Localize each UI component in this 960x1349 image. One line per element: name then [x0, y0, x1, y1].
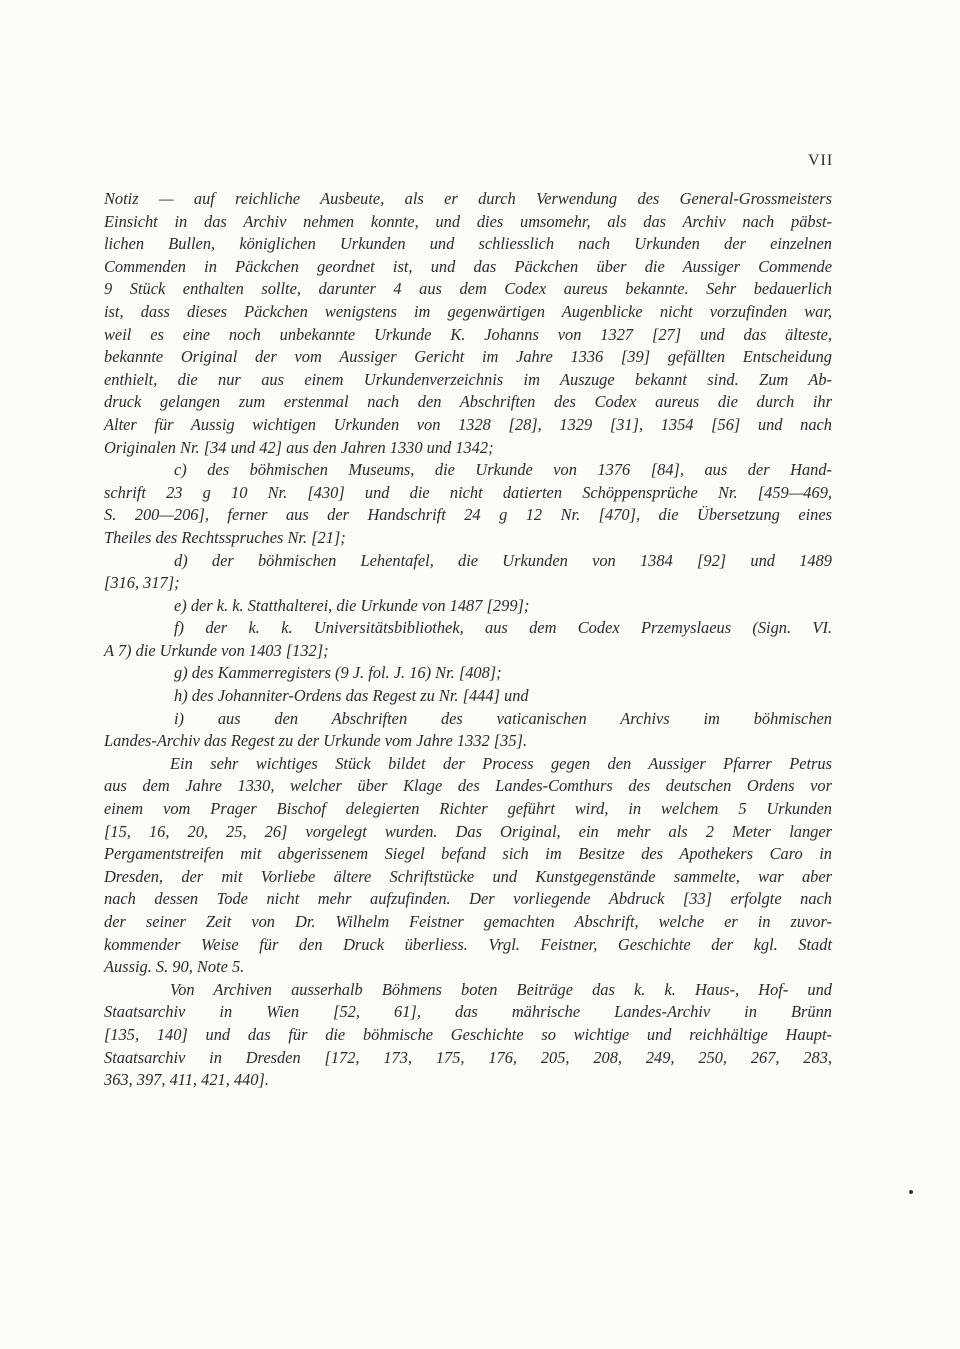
ink-speck	[909, 1190, 913, 1194]
text-line: S. 200—206], ferner aus der Handschrift 24 g 12 Nr. [470], die Übersetzung eines	[104, 505, 832, 525]
text-line: i) aus den Abschriften des vaticanischen Archivs im böhmischen	[174, 708, 832, 728]
text-line: weil es eine noch unbekannte Urkunde K. Johanns von 1327 [27] und das älteste,	[104, 324, 832, 344]
text-line: enthielt, die nur aus einem Urkundenverzeichnis im Auszuge bekannt sind. Zum Ab-	[104, 369, 832, 389]
text-line: der seiner Zeit von Dr. Wilhelm Feistner gemachten Abschrift, welche er in zuvor-	[104, 912, 832, 931]
text-line: g) des Kammerregisters (9 J. fol. J. 16) Nr. [408];	[174, 663, 502, 683]
page-number: VII	[808, 152, 834, 169]
text-line: aus dem Jahre 1330, welcher über Klage des Landes-Comthurs des deutschen Ordens vor	[104, 776, 832, 796]
text-line: 363, 397, 411, 421, 440].	[104, 1070, 269, 1090]
text-line: Originalen Nr. [34 und 42] aus den Jahren 1330 und 1342;	[104, 437, 494, 457]
text-line: Theiles des Rechtsspruches Nr. [21];	[104, 527, 346, 547]
text-line: nach dessen Tode nicht mehr aufzufinden. Der vorliegende Abdruck [33] erfolgte nach	[104, 889, 832, 909]
text-line: bekannte Original der vom Aussiger Gericht im Jahre 1336 [39] gefällten Entscheidung	[104, 347, 832, 367]
text-line: [135, 140] und das für die böhmische Geschichte so wichtige und reichhältige Haupt-	[104, 1024, 832, 1044]
text-line: Dresden, der mit Vorliebe ältere Schriftstücke und Kunstgegenstände sammelte, war aber	[104, 866, 832, 886]
text-line: lichen Bullen, königlichen Urkunden und schliesslich nach Urkunden der einzelnen	[104, 234, 832, 254]
text-line: Pergamentstreifen mit abgerissenem Siegel befand sich im Besitze des Apothekers Caro in	[104, 844, 832, 864]
text-line: einem vom Prager Bischof delegierten Richter geführt wird, in welchem 5 Urkunden	[104, 799, 832, 819]
text-line: 9 Stück enthalten sollte, darunter 4 aus dem Codex aureus bekannte. Sehr bedauerlich	[104, 279, 832, 299]
text-line: Von Archiven ausserhalb Böhmens boten Beiträge das k. k. Haus-, Hof- und	[170, 979, 832, 999]
text-line: Einsicht in das Archiv nehmen konnte, und dies umsomehr, als das Archiv nach päbst-	[104, 211, 832, 231]
text-line: d) der böhmischen Lehentafel, die Urkunden von 1384 [92] und 1489	[174, 550, 832, 570]
text-line: [316, 317];	[104, 573, 180, 593]
text-line: Ein sehr wichtiges Stück bildet der Process gegen den Aussiger Pfarrer Petrus	[170, 753, 832, 773]
body-text	[104, 188, 832, 1092]
text-line: druck gelangen zum erstenmal nach den Abschriften des Codex aureus die durch ihr	[104, 392, 832, 412]
text-line: f) der k. k. Universitätsbibliothek, aus dem Codex Przemyslaeus (Sign. VI.	[174, 618, 832, 638]
text-line: kommender Weise für den Druck überliess. Vrgl. Feistner, Geschichte der kgl. Stadt	[104, 934, 832, 954]
text-line: h) des Johanniter-Ordens das Regest zu Nr. [444] und	[174, 686, 529, 706]
text-line: Staatsarchiv in Wien [52, 61], das mährische Landes-Archiv in Brünn	[104, 1002, 832, 1022]
text-line: Notiz — auf reichliche Ausbeute, als er durch Verwendung des General-Grossmeisters	[104, 189, 832, 208]
text-line: e) der k. k. Statthalterei, die Urkunde von 1487 [299];	[174, 595, 530, 615]
text-line: A 7) die Urkunde von 1403 [132];	[104, 640, 329, 660]
text-line: c) des böhmischen Museums, die Urkunde von 1376 [84], aus der Hand-	[174, 460, 832, 480]
text-line: ist, dass dieses Päckchen wenigstens im gegenwärtigen Augenblicke nicht vorzufinden war,	[104, 301, 832, 321]
text-line: [15, 16, 20, 25, 26] vorgelegt wurden. Das Original, ein mehr als 2 Meter langer	[104, 821, 832, 841]
text-line: schrift 23 g 10 Nr. [430] und die nicht datierten Schöppensprüche Nr. [459—469,	[104, 482, 832, 502]
text-line: Staatsarchiv in Dresden [172, 173, 175, 176, 205, 208, 249, 250, 267, 283,	[104, 1047, 832, 1067]
text-line: Aussig. S. 90, Note 5.	[104, 957, 245, 977]
text-line: Landes-Archiv das Regest zu der Urkunde vom Jahre 1332 [35].	[104, 731, 528, 751]
text-line: Alter für Aussig wichtigen Urkunden von 1328 [28], 1329 [31], 1354 [56] und nach	[104, 414, 832, 434]
text-line: Commenden in Päckchen geordnet ist, und das Päckchen über die Aussiger Commende	[104, 256, 832, 276]
